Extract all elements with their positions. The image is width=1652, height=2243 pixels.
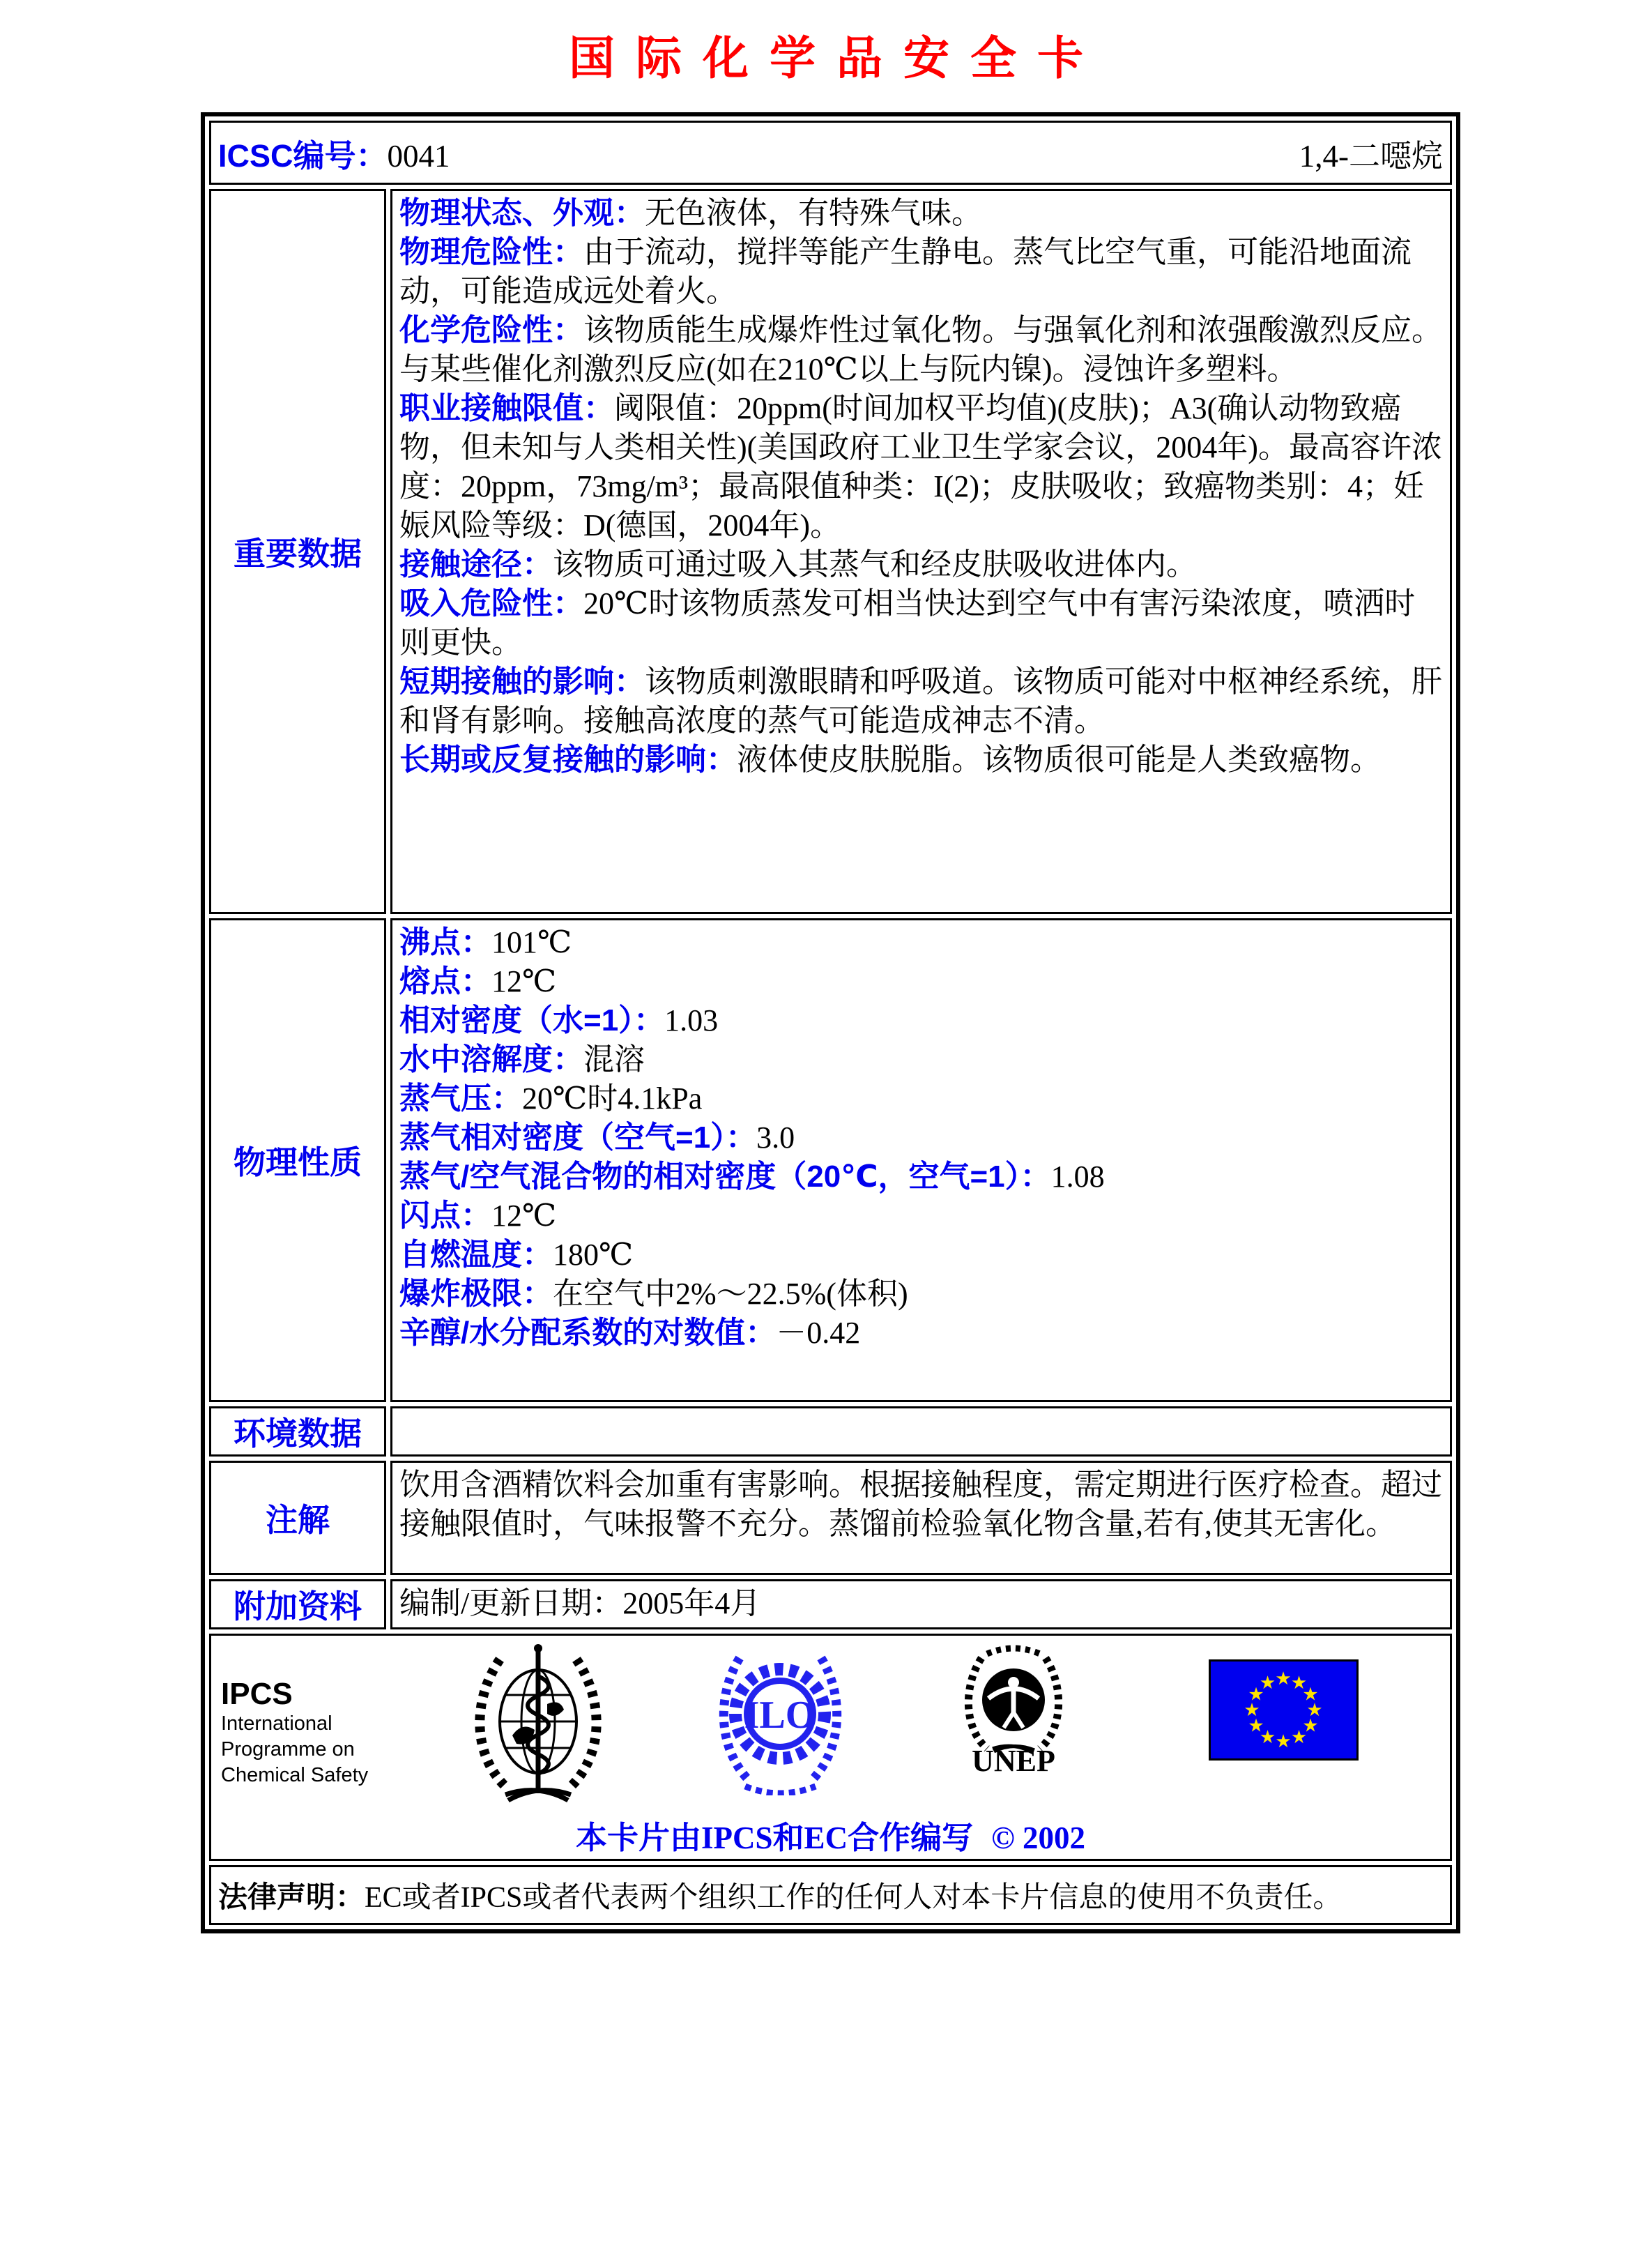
ilo-logo-icon	[716, 1645, 845, 1795]
property-value: 12℃	[491, 1199, 557, 1233]
svg-text:★: ★	[1290, 1727, 1308, 1748]
icsc-number-group	[218, 130, 450, 176]
logos-cell	[209, 1634, 1452, 1861]
cooperation-caption	[215, 1812, 1446, 1857]
svg-text:★: ★	[1259, 1673, 1276, 1694]
field-value: 无色液体，有特殊气味。	[645, 196, 982, 230]
legal-text: EC或者IPCS或者代表两个组织工作的任何人对本卡片信息的使用不负责任。	[365, 1882, 1343, 1914]
property-value: 12℃	[491, 964, 557, 998]
page-title: 国际化学品安全卡	[569, 31, 1104, 85]
section-label-environmental-data: 环境数据	[209, 1406, 386, 1457]
field-label: 物理状态、外观：	[399, 196, 645, 230]
important-data-row	[209, 189, 1452, 914]
property-label: 辛醇/水分配系数的对数值：	[399, 1316, 777, 1350]
copyright-text: © 2002	[991, 1820, 1085, 1855]
field-label: 职业接触限值：	[399, 391, 614, 425]
physical-properties-content	[390, 918, 1452, 1402]
notes-content	[390, 1461, 1452, 1575]
field-value: 由于流动，搅拌等能产生静电。蒸气比空气重，可能沿地面流动，可能造成远处着火。	[399, 235, 1412, 308]
ipcs-line: International	[221, 1712, 332, 1735]
property-label: 蒸气相对密度（空气=1）：	[399, 1120, 757, 1155]
property-value: 1.08	[1050, 1159, 1105, 1194]
property-label: 蒸气压：	[399, 1081, 522, 1116]
svg-text:UNEP: UNEP	[972, 1744, 1055, 1775]
field-value: 该物质刺激眼睛和呼吸道。该物质可能对中枢神经系统，肝和肾有影响。接触高浓度的蒸气可能造成神志不清。	[399, 664, 1442, 738]
field-label: 长期或反复接触的影响：	[399, 743, 737, 777]
property-item	[399, 1040, 1443, 1079]
property-value: 混溶	[583, 1042, 645, 1077]
eu-flag-icon	[1209, 1659, 1359, 1761]
field-value: 液体使皮肤脱脂。该物质很可能是人类致癌物。	[737, 743, 1381, 777]
property-item	[399, 1235, 1443, 1275]
physical-properties-row	[209, 918, 1452, 1402]
data-item	[399, 233, 1443, 311]
svg-text:★: ★	[1275, 1731, 1292, 1752]
property-item	[399, 923, 1443, 962]
field-label: 化学危险性：	[399, 313, 583, 347]
environmental-data-content	[390, 1406, 1452, 1457]
legal-cell	[209, 1865, 1452, 1925]
ipcs-line: Chemical Safety	[221, 1764, 369, 1786]
property-item	[399, 1001, 1443, 1040]
section-label-physical-properties: 物理性质	[209, 918, 386, 1402]
property-label: 相对密度（水=1）：	[399, 1003, 665, 1037]
svg-text:★: ★	[1248, 1684, 1264, 1705]
data-item	[399, 311, 1443, 389]
property-item	[399, 1079, 1443, 1118]
property-value: 3.0	[756, 1120, 795, 1155]
field-value: 20℃时该物质蒸发可相当快达到空气中有害污染浓度，喷洒时则更快。	[399, 586, 1416, 660]
svg-text:ILO: ILO	[744, 1694, 816, 1737]
svg-text:★: ★	[1306, 1700, 1323, 1721]
property-label: 熔点：	[399, 964, 491, 998]
field-label: 物理危险性：	[399, 235, 583, 269]
property-label: 闪点：	[399, 1199, 491, 1233]
property-item	[399, 1314, 1443, 1353]
legal-label: 法律声明：	[218, 1880, 365, 1913]
field-label: 短期接触的影响：	[399, 664, 645, 699]
svg-text:★: ★	[1244, 1700, 1260, 1721]
field-value: 该物质可通过吸入其蒸气和经皮肤吸收进体内。	[553, 547, 1197, 581]
property-value: 101℃	[491, 925, 572, 959]
property-value: 180℃	[553, 1238, 634, 1272]
property-label: 自燃温度：	[399, 1238, 553, 1272]
icsc-number-label: ICSC编号：	[218, 137, 388, 174]
icsc-document	[0, 21, 1652, 2243]
data-item	[399, 194, 1443, 233]
field-value: 该物质能生成爆炸性过氧化物。与强氧化剂和浓强酸激烈反应。与某些催化剂激烈反应(如在210℃以上与阮内镍)。浸蚀许多塑料。	[399, 313, 1442, 386]
update-date-text: 编制/更新日期：2005年4月	[399, 1586, 761, 1620]
property-item	[399, 962, 1443, 1001]
field-label: 接触途径：	[399, 547, 553, 581]
svg-text:★: ★	[1259, 1727, 1276, 1748]
data-item	[399, 740, 1443, 780]
property-value: －0.42	[776, 1316, 861, 1350]
chemical-name: 1,4-二噁烷	[1299, 138, 1443, 174]
property-item	[399, 1275, 1443, 1314]
ipcs-line: Programme on	[221, 1738, 355, 1761]
section-label-important-data: 重要数据	[209, 189, 386, 914]
data-item	[399, 389, 1443, 545]
section-label-additional-info: 附加资料	[209, 1579, 386, 1629]
notes-text: 饮用含酒精饮料会加重有害影响。根据接触程度，需定期进行医疗检查。超过接触限值时，气味报警不充分。蒸馏前检验氧化物含量,若有,使其无害化。	[399, 1468, 1442, 1541]
svg-text:★: ★	[1302, 1715, 1319, 1737]
unep-logo-icon	[958, 1643, 1069, 1775]
property-label: 水中溶解度：	[399, 1042, 583, 1077]
environmental-data-row	[209, 1406, 1452, 1457]
field-label: 吸入危险性：	[399, 586, 583, 621]
property-item	[399, 1196, 1443, 1235]
property-label: 蒸气/空气混合物的相对密度（20℃，空气=1）：	[399, 1159, 1051, 1194]
section-label-notes: 注解	[209, 1461, 386, 1575]
ipcs-text-block	[221, 1678, 397, 1788]
property-value: 1.03	[664, 1003, 719, 1037]
svg-text:★: ★	[1275, 1668, 1292, 1689]
svg-text:★: ★	[1290, 1673, 1308, 1694]
header-cell	[209, 121, 1452, 185]
header-row	[209, 121, 1452, 185]
field-value: 阈限值：20ppm(时间加权平均值)(皮肤)；A3(确认动物致癌物，但未知与人类相关性)(美国政府工业卫生学家会议，2004年)。最高容许浓度：20ppm，73mg/m³；最高限值种类：I(2)；皮肤吸收；致癌物类别：4；妊娠风险等级：D(德国，2004年)。	[399, 391, 1442, 542]
property-item	[399, 1157, 1443, 1196]
data-item	[399, 545, 1443, 584]
svg-text:★: ★	[1248, 1715, 1264, 1737]
icsc-number-value: 0041	[387, 138, 450, 174]
notes-row	[209, 1461, 1452, 1575]
property-value: 20℃时4.1kPa	[522, 1081, 703, 1116]
legal-row	[209, 1865, 1452, 1925]
additional-info-content	[390, 1579, 1452, 1629]
property-label: 爆炸极限：	[399, 1277, 553, 1311]
caption-text: 本卡片由IPCS和EC合作编写	[576, 1820, 974, 1855]
icsc-card-table	[201, 112, 1460, 1933]
logos-row	[209, 1634, 1452, 1861]
important-data-content	[390, 189, 1452, 914]
additional-info-row	[209, 1579, 1452, 1629]
svg-text:★: ★	[1302, 1684, 1319, 1705]
data-item	[399, 662, 1443, 740]
property-item	[399, 1118, 1443, 1157]
who-logo-icon	[472, 1641, 604, 1805]
property-label: 沸点：	[399, 925, 491, 959]
ipcs-acronym: IPCS	[221, 1677, 293, 1711]
property-value: 在空气中2%～22.5%(体积)	[553, 1277, 908, 1311]
data-item	[399, 584, 1443, 662]
